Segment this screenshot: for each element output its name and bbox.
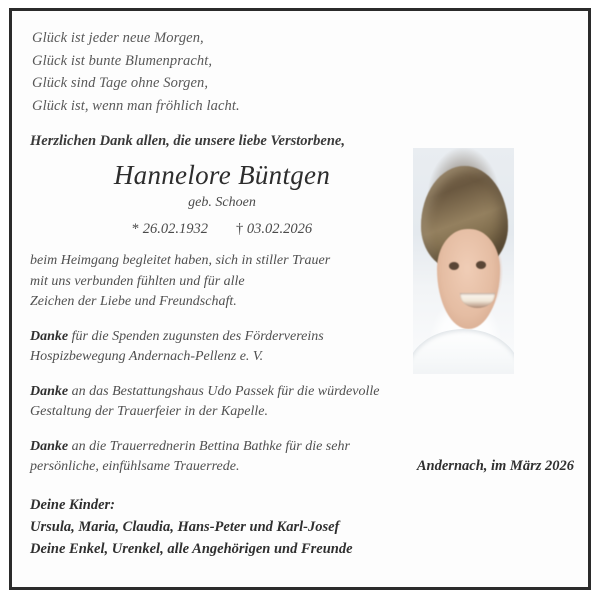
deceased-name: Hannelore Büntgen [113,160,331,190]
danke-lead-word: Danke [30,438,69,454]
thanks-speaker-line-1 [30,437,574,458]
portrait-photo-image [413,148,514,374]
death-date-group [236,221,312,237]
birth-date: 26.02.1932 [142,221,208,237]
deceased-block [26,158,418,240]
closing-line-children-label: Deine Kinder: [30,496,115,513]
thanks-donations-line-2: Hospizbewegung Andernach-Pellenz e. V. [30,349,264,364]
death-cross-icon: † [236,221,244,237]
poem-line-3: Glück sind Tage ohne Sorgen, [32,75,209,91]
poem-block [26,27,574,117]
thanks-funeral-home-line-2: Gestaltung der Trauerfeier in der Kapelle. [30,404,268,419]
portrait-face [437,229,500,328]
thanks-funeral-home-text: an das Bestattungshaus Udo Passek für die würdevolle [68,383,380,399]
poem-line-1: Glück ist jeder neue Morgen, [32,30,204,46]
danke-lead-word: Danke [30,383,69,399]
thanks-speaker-line-2: persönliche, einfühlsame Trauerrede. [30,459,240,474]
closing-line-relatives: Deine Enkel, Urenkel, alle Angehörigen und Freunde [30,540,353,557]
thanks-block-funeral-home [26,382,574,423]
thanks-lead-text: Herzlichen Dank allen, die unsere liebe Verstorbene, [30,133,345,149]
place-and-date: Andernach, im März 2026 [416,458,574,474]
notice-border-frame [9,8,591,590]
body-line-2: mit uns verbunden fühlten und für alle [30,273,245,289]
deceased-maiden-name: geb. Schoen [188,195,256,210]
thanks-speaker-text: an die Trauerrednerin Bettina Bathke für die sehr [68,438,350,454]
poem-line-2: Glück ist bunte Blumenpracht, [32,52,213,69]
portrait-shoulder [413,329,514,374]
portrait-eye-right [476,261,486,269]
deceased-dates [26,218,418,240]
notice-content-area [12,11,588,587]
birth-star-icon: * [131,221,140,237]
death-date: 03.02.2026 [246,221,313,237]
body-line-1: beim Heimgang begleitet haben, sich in stiller Trauer [30,253,331,268]
thanks-donations-text: für die Spenden zugunsten des Fördervereins [68,328,324,344]
body-line-3: Zeichen der Liebe und Freundschaft. [30,294,237,309]
birth-date-group [132,221,208,237]
closing-block [26,494,574,560]
danke-lead-word: Danke [30,328,69,344]
poem-line-4: Glück ist, wenn man fröhlich lacht. [32,97,240,114]
portrait-photo [413,148,514,374]
thanks-funeral-home-line-1 [30,382,574,403]
closing-line-children-names: Ursula, Maria, Claudia, Hans-Peter und Karl-Josef [30,518,340,535]
